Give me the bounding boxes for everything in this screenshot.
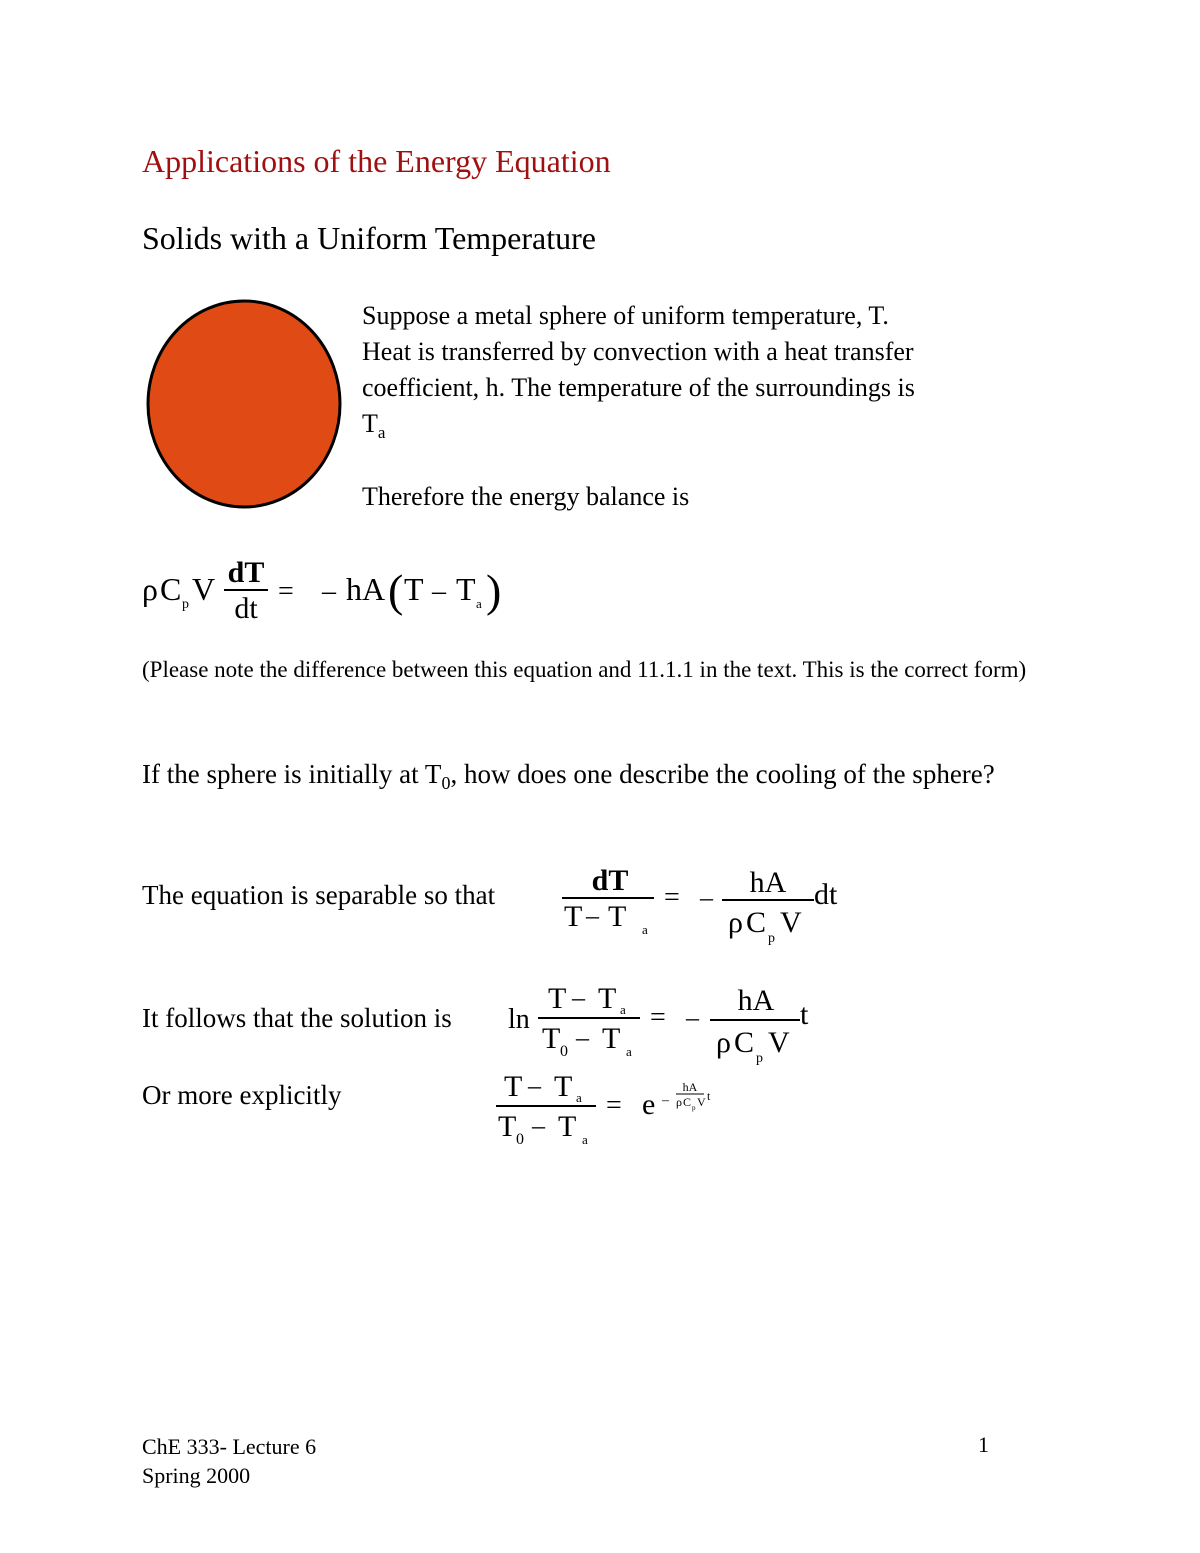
eq-T: T	[404, 571, 424, 607]
eq-a-sub: a	[582, 1132, 588, 1147]
symbol-T: T	[362, 409, 378, 438]
eq-rho: ρ	[676, 1095, 682, 1109]
eq-p-sub: p	[182, 597, 189, 612]
eq-rho: ρ	[142, 571, 158, 607]
eq-C: C	[160, 571, 182, 607]
balance-intro-text: Therefore the energy balance is	[362, 482, 690, 511]
eq-p-sub: p	[692, 1104, 696, 1112]
question-post: , how does one describe the cooling of the sphere?	[450, 759, 995, 789]
eq-a-sub: a	[642, 922, 648, 937]
eq-minus: –	[528, 1071, 541, 1100]
eq-e: e	[642, 1088, 656, 1121]
intro-line	[362, 406, 1062, 442]
question-pre: If the sphere is initially at T	[142, 759, 442, 789]
eq-a-sub: a	[476, 596, 482, 611]
eq-minus: –	[686, 1003, 699, 1032]
metal-sphere-illustration	[145, 298, 345, 510]
eq-rparen: )	[486, 565, 502, 616]
separable-equation	[558, 860, 858, 950]
eq-equals: =	[278, 576, 294, 607]
eq-zero-sub: 0	[560, 1043, 568, 1060]
eq-equals: =	[650, 1002, 666, 1033]
eq-V: V	[192, 571, 216, 607]
eq-rho: ρ	[716, 1026, 731, 1059]
eq-minus: –	[572, 983, 585, 1012]
eq-denominator-dt: dt	[234, 592, 258, 625]
eq-hA: hA	[346, 571, 386, 607]
eq-minus: –	[700, 883, 713, 912]
intro-paragraph	[362, 298, 1062, 442]
subscript-0: 0	[441, 773, 451, 793]
subscript-a: a	[377, 423, 386, 442]
intro-line: Suppose a metal sphere of uniform temperature, T.	[362, 301, 889, 330]
energy-balance-equation	[138, 548, 518, 628]
eq-dt: dt	[814, 878, 838, 911]
eq-C: C	[746, 906, 767, 939]
sphere-shape	[148, 301, 340, 507]
intro-line: Heat is transferred by convection with a heat transfer	[362, 337, 914, 366]
question-text	[142, 755, 1082, 793]
eq-ln: ln	[508, 1004, 530, 1035]
eq-t: t	[707, 1089, 711, 1103]
eq-p-sub: p	[768, 931, 775, 946]
eq-a-sub: a	[576, 1090, 582, 1105]
eq-T: T	[456, 571, 476, 607]
eq-minus: –	[586, 901, 599, 930]
eq-t: t	[800, 998, 809, 1031]
intro-line: coefficient, h. The temperature of the surroundings is	[362, 373, 915, 402]
page-number: 1	[978, 1432, 989, 1457]
eq-V: V	[780, 906, 802, 939]
footer-course: ChE 333- Lecture 6	[142, 1434, 317, 1459]
eq-rho: ρ	[728, 906, 743, 939]
footer-term: Spring 2000	[142, 1463, 251, 1488]
eq-minus: –	[322, 576, 336, 607]
eq-T: T	[504, 1070, 523, 1103]
eq-V: V	[697, 1095, 706, 1109]
solution-equation	[506, 976, 826, 1076]
section-heading: Solids with a Uniform Temperature	[142, 220, 596, 256]
eq-T: T	[598, 982, 617, 1015]
eq-numerator-dT: dT	[227, 556, 265, 589]
footer-course-info	[142, 1432, 316, 1490]
eq-T: T	[548, 982, 567, 1015]
eq-p-sub: p	[756, 1051, 763, 1066]
eq-hA: hA	[737, 984, 775, 1017]
separable-label: The equation is separable so that	[142, 880, 496, 910]
eq-T: T	[558, 1110, 577, 1143]
eq-zero-sub: 0	[516, 1131, 524, 1148]
eq-equals: =	[606, 1090, 622, 1121]
eq-T: T	[542, 1022, 561, 1055]
eq-equals: =	[664, 882, 680, 913]
eq-C: C	[734, 1026, 755, 1059]
eq-hA: hA	[749, 866, 787, 899]
note-text: (Please note the difference between this equation and 11.1.1 in the text. This is the correct form)	[142, 657, 1027, 682]
eq-hA: hA	[682, 1080, 698, 1094]
page-title: Applications of the Energy Equation	[142, 143, 611, 179]
eq-T: T	[498, 1110, 517, 1143]
eq-minus: –	[576, 1023, 589, 1052]
eq-C: C	[683, 1095, 692, 1109]
eq-T: T	[554, 1070, 573, 1103]
eq-minus: –	[432, 576, 446, 607]
eq-lparen: (	[388, 565, 404, 616]
eq-numerator-dT: dT	[591, 864, 629, 897]
explicit-label: Or more explicitly	[142, 1080, 342, 1110]
eq-T: T	[602, 1022, 621, 1055]
explicit-equation	[494, 1062, 754, 1162]
eq-a-sub: a	[620, 1002, 626, 1017]
solution-label: It follows that the solution is	[142, 1003, 452, 1033]
eq-a-sub: a	[626, 1044, 632, 1059]
eq-T: T	[608, 900, 627, 933]
eq-minus: –	[662, 1093, 669, 1108]
eq-V: V	[768, 1026, 790, 1059]
eq-T: T	[564, 900, 583, 933]
eq-minus: –	[532, 1111, 545, 1140]
